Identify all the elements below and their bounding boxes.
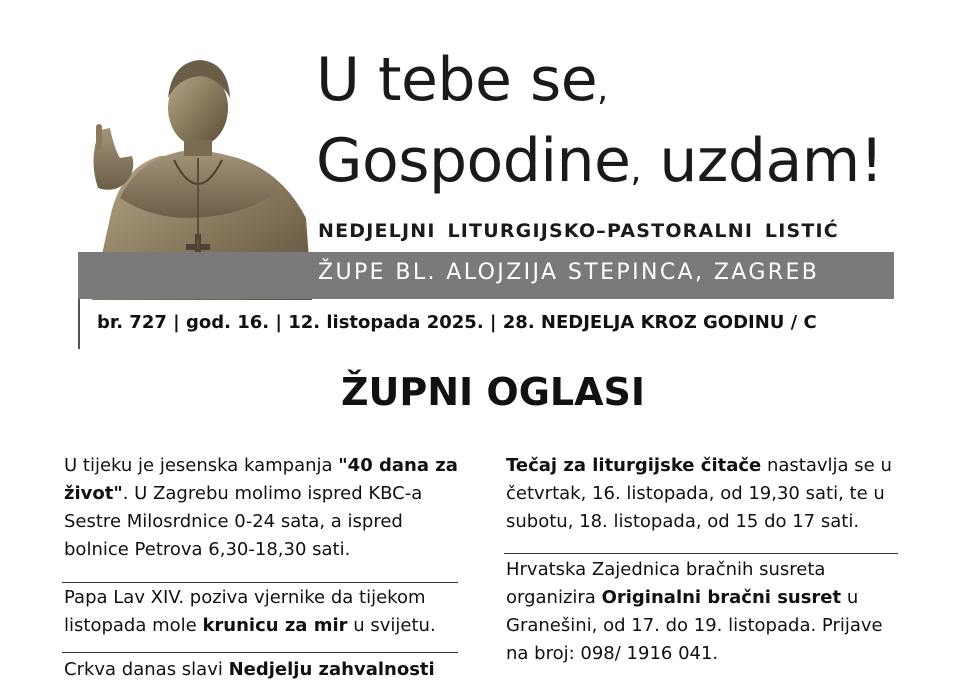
announcement-text: Papa Lav XIV. poziva vjernike da tijekom listopada mole [64, 587, 426, 636]
announcement-text: Hrvatska Zajednica bračnih susreta organizira [506, 559, 826, 608]
announcement-text: nastavlja se u četvrtak, 16. listopada, od 19,30 sati, te u subotu, 18. listopada, od 15 do 17 sati. [506, 455, 892, 532]
left-column-p3 [64, 656, 464, 684]
announcement-text: u svijetu. [347, 615, 436, 636]
announcement-emphasis: Nedjelju zahvalnosti [228, 659, 435, 680]
left-column-p2 [64, 584, 464, 640]
headline-text-2b: uzdam! [640, 126, 884, 196]
headline-comma-1: , [597, 69, 608, 109]
announcement-40-dana [64, 452, 464, 564]
headline-comma-2: , [630, 150, 641, 190]
announcement-text: Crkva danas slavi [64, 659, 229, 680]
issue-divider [78, 299, 80, 349]
announcement-emphasis: "40 dana za život" [64, 455, 458, 504]
newsletter-subtitle: NEDJELJNI LITURGIJSKO–PASTORALNI LISTIĆ [318, 220, 839, 242]
headline-text-2a: Gospodine [316, 126, 631, 196]
right-column [506, 452, 902, 536]
headline-text-1: U tebe se [316, 45, 598, 115]
right-column-p2 [506, 556, 902, 668]
parish-name: ŽUPE BL. ALOJZIJA STEPINCA, ZAGREB [318, 260, 820, 285]
announcement-nedjelja-zahvalnosti [64, 656, 464, 684]
section-title: ŽUPNI OGLASI [340, 370, 646, 414]
headline-line-2 [316, 125, 883, 206]
announcement-emphasis: Tečaj za liturgijske čitače [506, 455, 762, 476]
divider [62, 582, 458, 583]
announcement-tecaj-citaca [506, 452, 902, 536]
announcement-text: . U Zagrebu molimo ispred KBC-a Sestre Milosrdnice 0-24 sata, a ispred bolnice Petrova 6,30-18,30 sati. [64, 483, 423, 560]
announcement-bracni-susret [506, 556, 902, 668]
announcement-emphasis: Originalni bračni susret [601, 587, 842, 608]
divider [504, 553, 898, 554]
announcement-emphasis: krunicu za mir [202, 615, 348, 636]
newsletter-headline [316, 44, 883, 206]
divider [62, 652, 458, 653]
announcement-text: U tijeku je jesenska kampanja [64, 455, 339, 476]
headline-line-1 [316, 44, 883, 125]
left-column [64, 452, 464, 564]
announcement-text: u Granešini, od 17. do 19. listopada. Prijave na broj: 098/ 1916 041. [506, 587, 883, 664]
announcement-krunica [64, 584, 464, 640]
issue-info: br. 727 | god. 16. | 12. listopada 2025. | 28. NEDJELJA KROZ GODINU / C [97, 312, 817, 333]
